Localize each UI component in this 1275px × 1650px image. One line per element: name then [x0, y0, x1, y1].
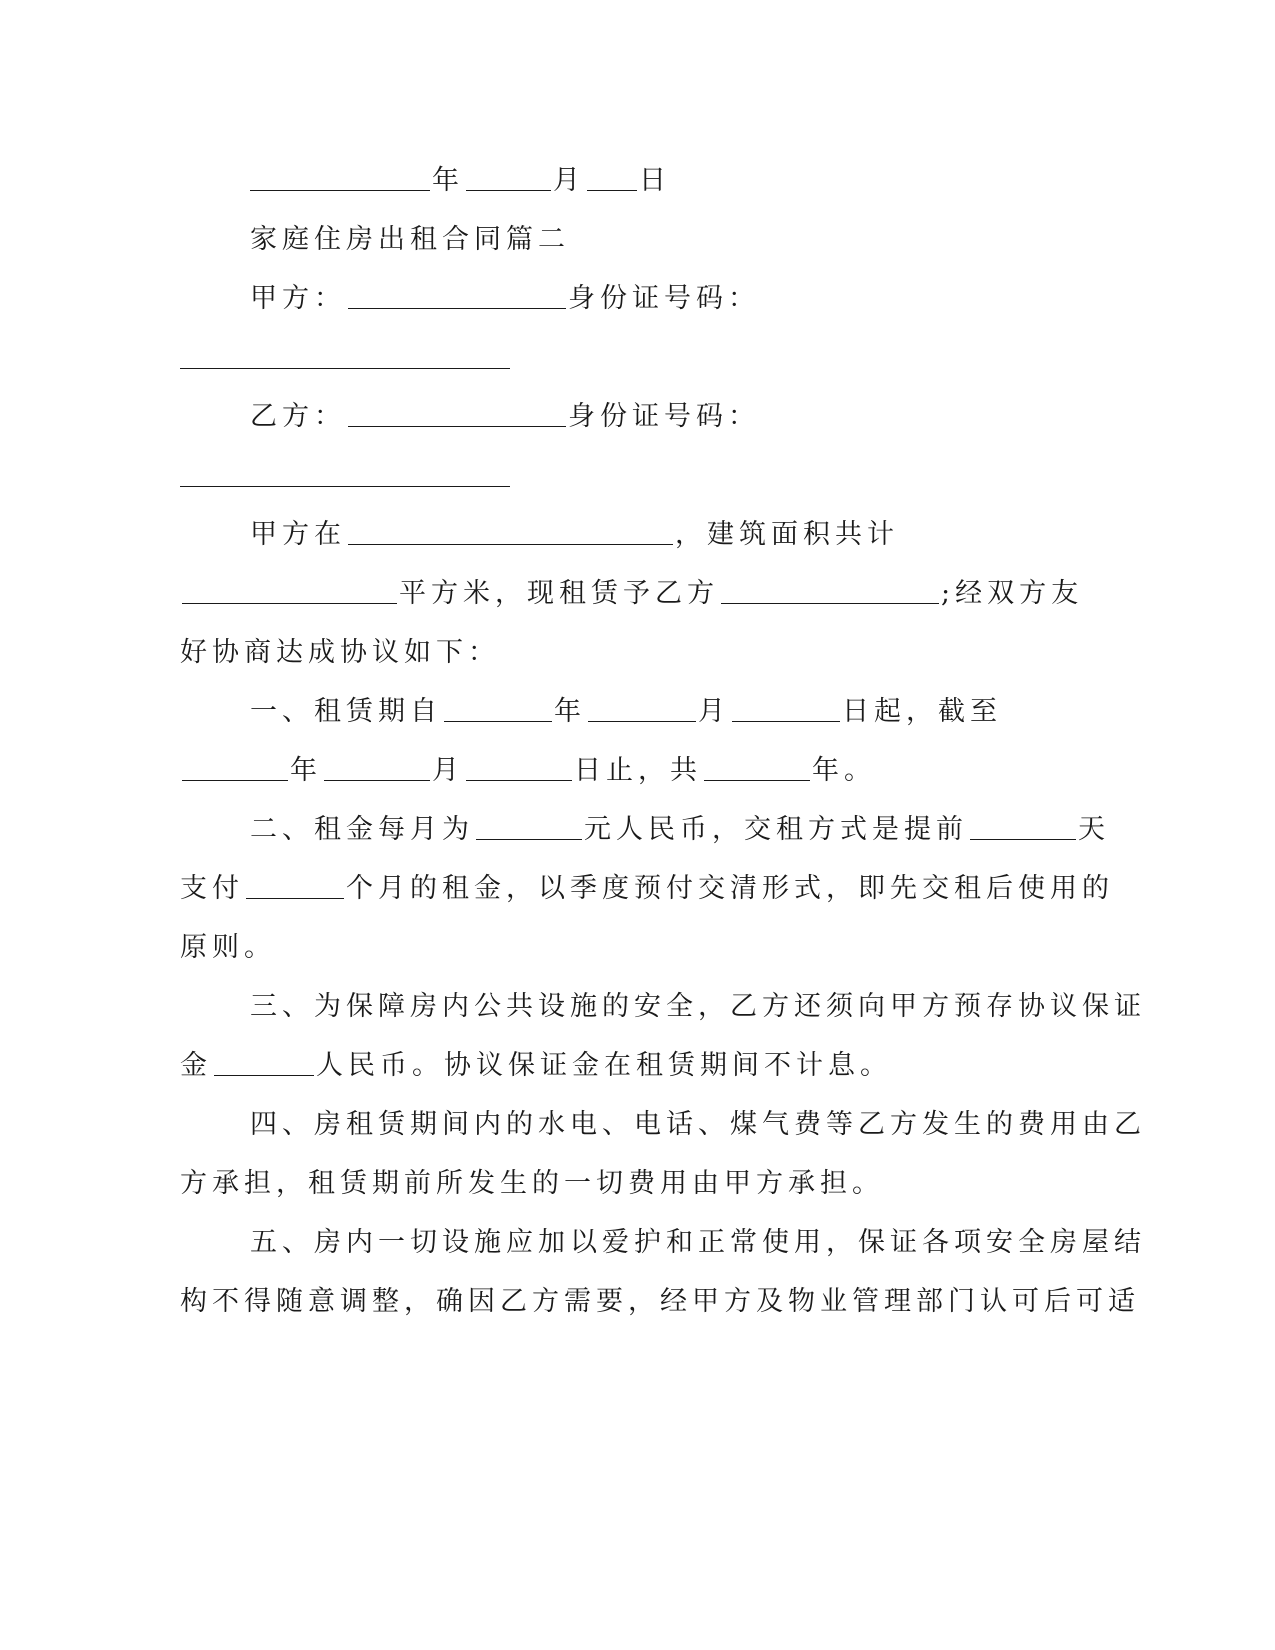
clause-text: 金: [180, 1050, 212, 1081]
area-blank: [182, 577, 397, 604]
advance-days-blank: [970, 813, 1076, 840]
intro-text: 平方米，现租赁予乙方: [399, 578, 719, 609]
clause-text: 月: [432, 755, 464, 786]
clause-text: 二、租金每月为: [250, 814, 474, 845]
clause-text: 日起，截至: [842, 696, 1002, 727]
party-b-label: 乙方：: [250, 401, 346, 432]
clause-text: 年。: [812, 755, 876, 786]
rent-amount-blank: [476, 813, 582, 840]
intro-line-3: 好协商达成协议如下：: [180, 637, 500, 668]
clause-5-line-2: 构不得随意调整，确因乙方需要，经甲方及物业管理部门认可后可适: [180, 1286, 1140, 1317]
start-day-blank: [732, 695, 840, 722]
total-years-blank: [704, 754, 810, 781]
start-year-blank: [444, 695, 552, 722]
year-label: 年: [432, 165, 464, 196]
month-label: 月: [553, 165, 585, 196]
intro-text: ，建筑面积共计: [675, 519, 899, 550]
intro-text: 甲方在: [250, 519, 346, 550]
clause-1-line-1: [250, 695, 1002, 729]
end-month-blank: [324, 754, 430, 781]
year-blank: [250, 164, 430, 191]
clause-text: 人民币。协议保证金在租赁期间不计息。: [316, 1050, 892, 1081]
clause-text: 日止，共: [574, 755, 702, 786]
clause-text: 支付: [180, 873, 244, 904]
address-blank: [348, 518, 673, 545]
clause-4-line-1: 四、房租赁期间内的水电、电话、煤气费等乙方发生的费用由乙: [250, 1109, 1146, 1140]
clause-1-line-2: [180, 754, 876, 788]
clause-text: 个月的租金，以季度预付交清形式，即先交租后使用的: [346, 873, 1114, 904]
clause-4-line-2: 方承担，租赁期前所发生的一切费用由甲方承担。: [180, 1168, 884, 1199]
clause-text: 元人民币，交租方式是提前: [584, 814, 968, 845]
party-a-id-label: 身份证号码：: [568, 283, 760, 314]
clause-text: 年: [554, 696, 586, 727]
intro-line-1: [250, 518, 899, 552]
clause-text: 年: [290, 755, 322, 786]
clause-3-line-1: 三、为保障房内公共设施的安全，乙方还须向甲方预存协议保证: [250, 991, 1146, 1022]
clause-5-line-1: 五、房内一切设施应加以爱护和正常使用，保证各项安全房屋结: [250, 1227, 1146, 1258]
party-b-line: [250, 400, 760, 434]
party-a-name-blank: [348, 282, 566, 309]
intro-line-2: [180, 577, 1083, 611]
clause-3-line-2: [180, 1049, 892, 1083]
day-label: 日: [639, 165, 671, 196]
end-day-blank: [466, 754, 572, 781]
clause-text: 月: [698, 696, 730, 727]
clause-2-line-3: 原则。: [180, 932, 276, 963]
document-title: 家庭住房出租合同篇二: [250, 224, 570, 255]
party-b-name-blank: [348, 400, 566, 427]
day-blank: [587, 164, 637, 191]
month-blank: [466, 164, 551, 191]
intro-text: ;经双方友: [941, 578, 1084, 609]
clause-text: 天: [1078, 814, 1110, 845]
lessee-blank: [721, 577, 939, 604]
party-a-label: 甲方：: [250, 283, 346, 314]
start-month-blank: [588, 695, 696, 722]
clause-2-line-1: [250, 813, 1110, 847]
end-year-blank: [182, 754, 288, 781]
months-blank: [246, 872, 344, 899]
clause-2-line-2: [180, 872, 1114, 906]
party-b-id-label: 身份证号码：: [568, 401, 760, 432]
party-a-line: [250, 282, 760, 316]
deposit-blank: [214, 1049, 314, 1076]
clause-text: 一、租赁期自: [250, 696, 442, 727]
party-a-id-blank: [180, 368, 510, 369]
date-line: [248, 164, 671, 198]
party-b-id-blank: [180, 486, 510, 487]
